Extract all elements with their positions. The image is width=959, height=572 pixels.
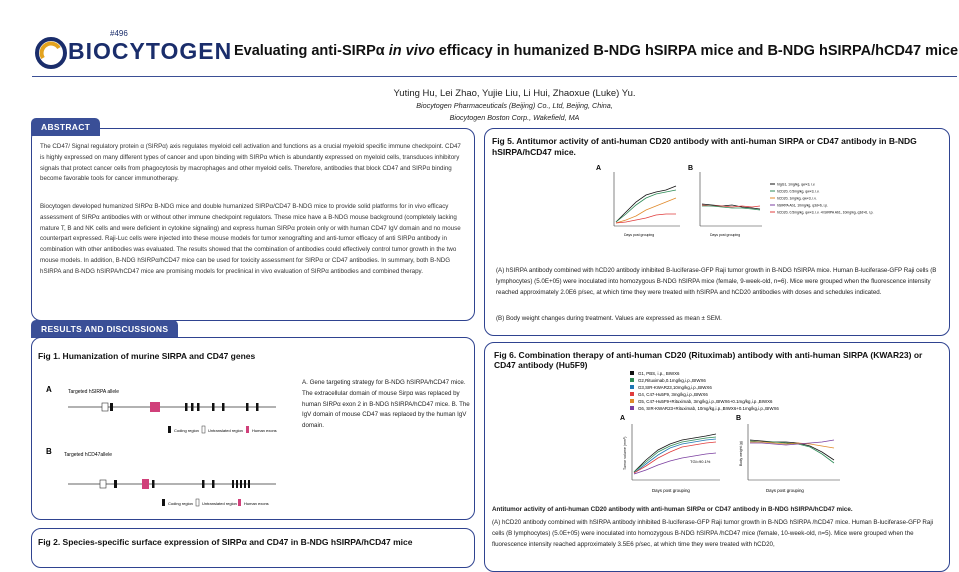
fig5-caption-b: (B) Body weight changes during treatment. Values are expressed as mean ± SEM.: [496, 315, 722, 322]
fig5-legend-5: hCD20, 0.5mg/kg, qw×3, i.v. +hSIRPA Ab1, 10mg/kg, q3d×6, i.p.: [777, 210, 874, 215]
fig1-legend-a-human: Human exons: [252, 428, 277, 433]
fig5-panel-b-label: B: [688, 165, 694, 172]
fig6-legend-2: G2,Rituximab,0.1mg/kg,i.p.,BIWX6: [638, 378, 706, 383]
fig6-legend-5-swatch: [630, 399, 634, 403]
fig5-b-xlabel: Days post grouping: [710, 233, 741, 237]
fig6-a-xlabel: Days post grouping: [652, 488, 690, 493]
fig5-legend-1: hIgG1, 1mg/kg, qw×3, i.v.: [777, 182, 816, 187]
fig1-allele-b-label: Targeted hCD47allele: [64, 452, 113, 458]
fig1-legend-b-coding-swatch: [162, 499, 165, 506]
fig5-a-xlabel: Days post grouping: [624, 233, 655, 237]
fig1-legend-b-human-swatch: [238, 499, 241, 506]
fig6-title: Fig 6. Combination therapy of anti-human CD20 (Rituximab) antibody with anti-human SIRPA (KWAR23) or CD47 antibody (Hu5F9): [494, 350, 923, 370]
fig1-allele-b-exon-9: [248, 480, 250, 488]
abstract-heading: ABSTRACT: [31, 118, 100, 136]
fig1-allele-a-exon-4: [197, 403, 200, 411]
biocytogen-logo-icon: [34, 36, 68, 70]
results-heading: RESULTS AND DISCUSSIONS: [31, 320, 178, 338]
fig6-caption-heading: Antitumor activity of anti-human CD20 antibody with anti-human SIRPα or CD47 antibody in B-NDG hSIRPA/hCD47 mice.: [492, 506, 853, 513]
affiliation-2: Biocytogen Boston Corp., Wakefield, MA: [449, 113, 580, 122]
fig1-allele-b-exon-5: [232, 480, 234, 488]
fig1-allele-a-human-exon: [150, 402, 160, 412]
fig1-allele-b-utr: [100, 480, 106, 488]
fig6-a-ylabel: Tumor volume (mm³): [623, 436, 627, 470]
fig5-legend-3: hCD20, 1mg/kg, qw×3, i.v.: [777, 196, 817, 201]
fig5-legend-4: hSIRPA Ab1, 10mg/kg, q3d×6, i.p.: [777, 203, 829, 208]
fig5-charts: [580, 162, 874, 260]
title-italic: in vivo: [388, 43, 435, 59]
authors: Yuting Hu, Lei Zhao, Yujie Liu, Li Hui, Zhaoxue (Luke) Yu.: [393, 88, 636, 99]
fig1-legend-a-untranslated: Untranslated region: [208, 428, 243, 433]
fig1-allele-b-exon-4: [212, 480, 215, 488]
fig1-allele-b-exon-6: [236, 480, 238, 488]
fig1-panel-b-label: B: [46, 447, 52, 456]
fig1-allele-b-exon-1: [114, 480, 117, 488]
affiliation-1: Biocytogen Pharmaceuticals (Beijing) Co., Ltd, Beijing, China,: [416, 101, 613, 110]
poster-number: #496: [110, 29, 128, 38]
title-part1: Evaluating anti-SIRPα: [234, 43, 389, 59]
fig6-tgi-label: TGI=90.1%: [690, 459, 711, 464]
fig5-caption-a: (A) hSIRPA antibody combined with hCD20 antibody inhibited B-luciferase-GFP Raji tumor growth in B-NDG hSIRPA mice. Human B-luciferase-GFP Raji cells (B lymphocytes) (5.0E+05) were inoculated into homozygous B-NDG hSIRPA mice (female, 9-week-old, n=6). Mice were grouped when the fluorescence intensity reached approximately 2.0E6 p/sec, at which time they were treated with hSIRPA and hCD20 antibodies with doses and schedules indicated.: [496, 267, 937, 296]
fig1-allele-b-exon-8: [244, 480, 246, 488]
abstract-paragraph-2: Biocytogen developed humanized SIRPα B-NDG mice and double humanized SIRPα/CD47 B-NDG mice to provide solid platforms for in vivo efficacy assessment of SIRPα antibodies with or without other immune checkpoint regulators. These mice have a B-NDG mouse background (completely lacking mature T, B and NK cells and were deficient in cytokine signaling) and express human SIRPα protein only or with human CD47 IgV domain and no mouse counterpart expressed. Raji-Luc cells were injected into these mouse models for tumor xenografting and anti-tumor efficacy of anti SIRPα antibody in combination with other antibodies was evaluated. The results showed that the combination of antibodies could effectively control tumor growth in the two mouse models. In addition, B-NDG hSIRPα/hCD47 mice can be used for toxicity assessment for SIRPα or CD47 antibodies. In summary, both B-NDG hSIRPA and B-NDG hSIRPA/hCD47 mice are promising models for preclinical in vivo evaluation of SIRPα antibodies and combined therapy.: [40, 203, 461, 275]
fig6-legend-4: G4, C47-Hu5F9, 3mg/kg,i.p.,BIWX6: [638, 392, 708, 397]
poster-title: [234, 43, 958, 59]
fig5-title: Fig 5. Antitumor activity of anti-human CD20 antibody with anti-human SIRPA or CD47 antibody in B-NDG hSIRPA/hCD47 mice.: [492, 136, 917, 157]
fig6-a-series-1: [634, 434, 716, 472]
fig5-a-series-3: [616, 198, 676, 223]
fig6-legend-6: G6, SIR-KWAR23+Rituximab, 10mg/kg,i.p.,BIWX6+0.1mg/kg,i.p.,BIWX6: [638, 406, 779, 411]
fig1-title: Fig 1. Humanization of murine SIRPA and CD47 genes: [38, 351, 256, 361]
header-divider: [32, 76, 957, 77]
fig6-legend-2-swatch: [630, 378, 634, 382]
fig1-legend-a-coding: Coding region: [174, 428, 199, 433]
fig2-title: Fig 2. Species-specific surface expression of SIRPα and CD47 in B-NDG hSIRPA/hCD47 mice: [38, 537, 413, 547]
fig1-panel-a-label: A: [46, 385, 52, 394]
fig5-a-series-4: [616, 214, 676, 223]
fig1-legend-b-untranslated: Untranslated region: [202, 501, 237, 506]
logo-text: BIOCYTOGEN: [68, 38, 233, 64]
fig1-caption: A. Gene targeting strategy for B-NDG hSIRPA/hCD47 mice. The extracellular domain of mouse Sirpα was replaced by human SIRPα exon 2 in B-NDG hSIRPA/hCD47 mice. B. The IgV domain of mouse CD47 was replaced by the human IgV domain.: [302, 379, 470, 430]
fig6-panel-a-label: A: [620, 415, 626, 422]
fig1-legend-b-human: Human exons: [244, 501, 269, 506]
fig1-allele-a-utr: [102, 403, 108, 411]
fig6-legend-3: G3,SIR-KWAR23,10mg/kg,i.p.,BIWX6: [638, 385, 712, 390]
abstract-paragraph-1: The CD47/ Signal regulatory protein α (SIRPα) axis regulates myeloid cell activation and functions as a crucial myeloid specific immune checkpoint. CD47 is highly expressed on many different types of cancer and upon binding with SIRPα which is abundantly expressed on myeloid cells, transduces inhibitory signals that protect cancer cells from phagocytosis by macrophages and other myeloid cells. Therefore, antibodies that block CD47 and SIRPα binding become favorable tools for cancer immunotherapy.: [40, 143, 461, 183]
fig1-allele-b-human-exon: [142, 479, 149, 489]
title-part2: efficacy in humanized B-NDG hSIRPA mice and B-NDG hSIRPA/hCD47 mice: [434, 43, 959, 59]
fig6-legend-3-swatch: [630, 385, 634, 389]
fig6-legend-1-swatch: [630, 371, 634, 375]
fig1-gene-diagram: [40, 374, 300, 514]
fig6-caption-body: (A) hCD20 antibody combined with hSIRPA antibody inhibited B-luciferase-GFP Raji tumor growth in B-NDG hSIRPA /hCD47 mice. Human B-luciferase-GFP Raji cells (B lymphocytes) (5.0E+05) were inoculated into homozygous B-NDG hSIRPA /hCD47 mice (female, 10-week-old, n=5). Mice were grouped when the fluorescence intensity reached approximately 3.5E6 p/sec, at which time they were treated with hCD20,: [492, 519, 934, 548]
fig1-legend-b-untranslated-swatch: [196, 499, 199, 506]
fig6-b-ylabel: Body weight (g): [739, 441, 743, 466]
fig1-allele-a-exon-1: [110, 403, 113, 411]
fig5-legend-2: hCD20, 0.5mg/kg, qw×3, i.v.: [777, 189, 820, 194]
fig6-charts: [590, 368, 860, 498]
fig1-legend-b-coding: Coding region: [168, 501, 193, 506]
fig6-panel-b-label: B: [736, 415, 742, 422]
fig1-allele-a-exon-5: [212, 403, 215, 411]
fig1-allele-a-exon-2: [185, 403, 188, 411]
fig6-legend-6-swatch: [630, 406, 634, 410]
fig1-allele-a-exon-8: [256, 403, 259, 411]
fig1-legend-a-untranslated-swatch: [202, 426, 205, 433]
fig1-allele-b-exon-7: [240, 480, 242, 488]
fig1-allele-a-exon-3: [191, 403, 194, 411]
fig6-legend-1: G1, PBS, i.p., BIWX6: [638, 371, 680, 376]
fig6-legend-5: G5, C47-Hu5F9+Rituximab, 3mg/kg,i.p.,BIWX6+0.1mg/kg,i.p.,BIWX6: [638, 399, 773, 404]
fig6-legend-4-swatch: [630, 392, 634, 396]
fig1-allele-b-exon-3: [202, 480, 205, 488]
fig1-allele-a-label: Targeted hSIRPA allele: [68, 389, 120, 395]
fig2-panel: [31, 528, 475, 568]
fig1-legend-a-coding-swatch: [168, 426, 171, 433]
fig6-b-xlabel: Days post grouping: [766, 488, 804, 493]
fig5-panel-a-label: A: [596, 165, 602, 172]
fig1-allele-a-exon-6: [222, 403, 225, 411]
fig1-legend-a-human-swatch: [246, 426, 249, 433]
fig1-allele-a-exon-7: [246, 403, 249, 411]
fig1-allele-b-exon-2: [152, 480, 155, 488]
